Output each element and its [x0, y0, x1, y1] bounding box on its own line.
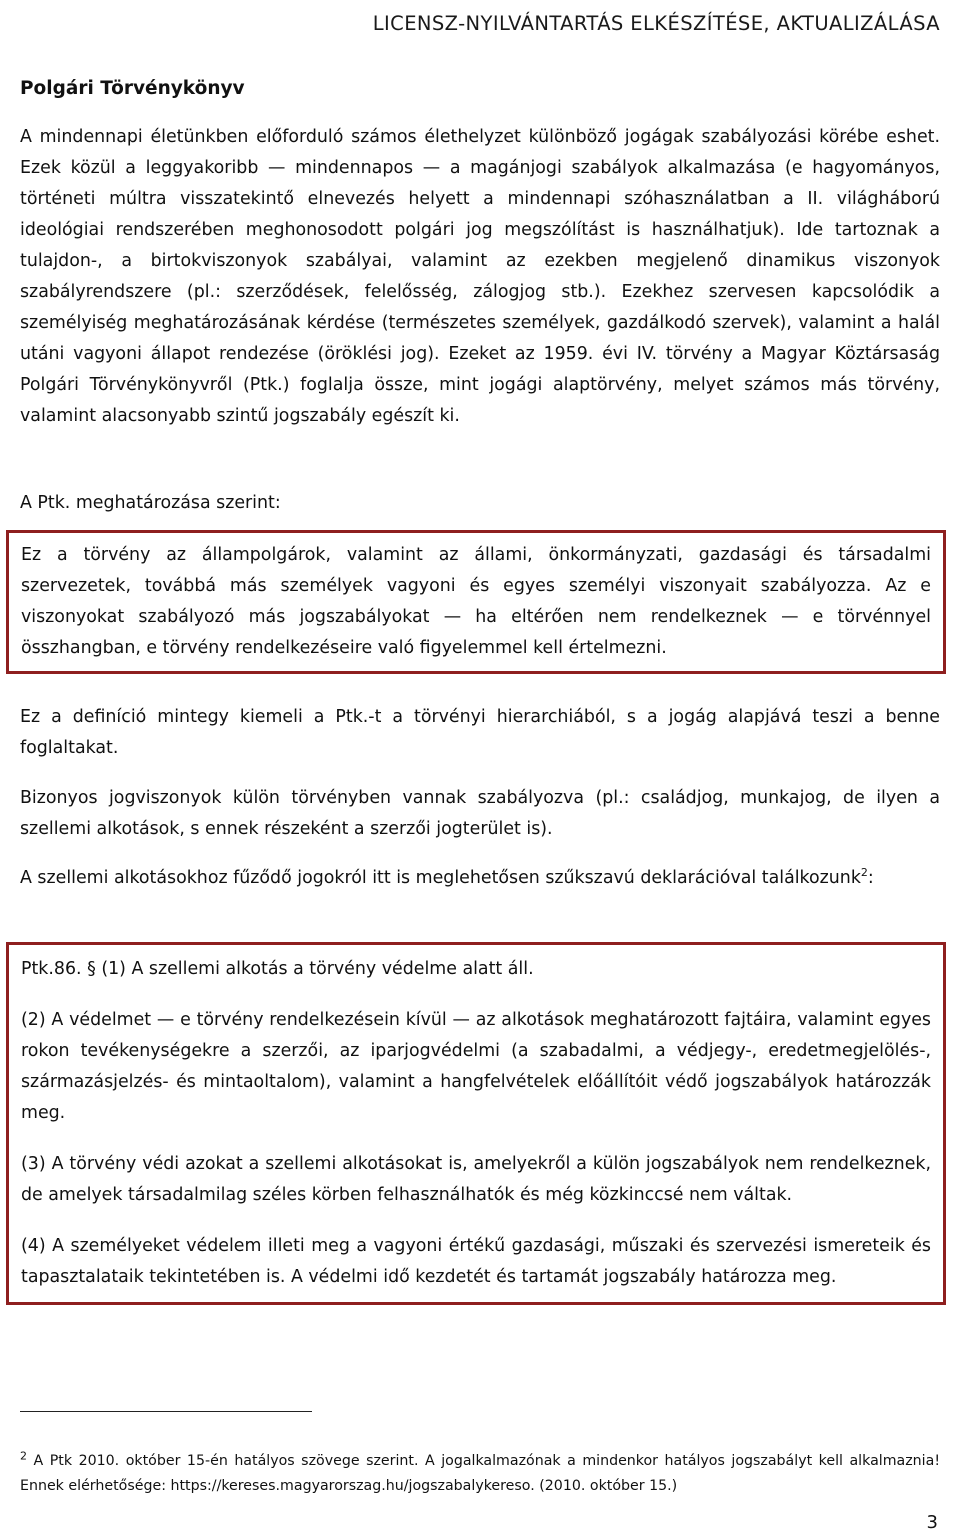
- footnote-separator: [20, 1411, 312, 1412]
- page-number: 3: [926, 1512, 938, 1533]
- definition-lead: A Ptk. meghatározása szerint:: [20, 493, 281, 513]
- special-laws-paragraph: Bizonyos jogviszonyok külön törvényben vannak szabályozva (pl.: családjog, munkajog, de ilyen a szellemi alkotások, s ennek részeként a szerzői jogterület is).: [20, 788, 940, 839]
- ptk-86-section-2: (2) A védelmet — e törvény rendelkezésein kívül — az alkotások meghatározott fajtáira, valamint egyes rokon tevékenységekre a szerzői, az iparjogvédelmi (a szabadalmi, a védjegy-, eredetmegjelölés-, származásjelzés- és mintaoltalom), valamint a hangfelvételek előállítóit védő jogszabályok határozzák meg.: [21, 1010, 931, 1123]
- hierarchy-paragraph: Ez a definíció mintegy kiemeli a Ptk.-t a törvényi hierarchiából, s a jogág alapjává teszi a benne foglaltakat.: [20, 707, 940, 758]
- ptk-definition-quote-box: [6, 530, 946, 674]
- intellectual-property-paragraph: [20, 863, 940, 894]
- footnote-marker: 2: [20, 1449, 27, 1463]
- ptk-86-section-1: Ptk.86. § (1) A szellemi alkotás a törvény védelme alatt áll.: [21, 959, 534, 979]
- running-header-title: LICENSZ-NYILVÁNTARTÁS ELKÉSZÍTÉSE, AKTUALIZÁLÁSA: [372, 12, 940, 35]
- ptk-86-section-3: (3) A törvény védi azokat a szellemi alkotásokat is, amelyekről a külön jogszabályok nem rendelkeznek, de amelyek társadalmilag széles körben felhasználhatók és még közkinccsé nem váltak.: [21, 1154, 931, 1205]
- intro-paragraph: A mindennapi életünkben előforduló számos élethelyzet különböző jogágak szabályozási körébe eshet. Ezek közül a leggyakoribb — mindennapos — a magánjogi szabályok alkalmazása (e hagyományos, történeti múltra visszatekintő elnevezés helyett a mindennapi szóhasználatban a II. világháború ideológiai rendszerében meghonosodott polgári jog megszólítást is használhatjuk). Ide tartoznak a tulajdon-, a birtokviszonyok szabályai, valamint az ezekben megjelenő dinamikus viszonyok szabályrendszere (pl.: szerződések, felelősség, zálogjog stb.). Ezekhez szervesen kapcsolódik a személyiség meghatározásának kérdése (természetes személyek, gazdálkodó szervek), valamint a halál utáni vagyoni állapot rendezése (öröklési jog). Ezeket az 1959. évi IV. törvény a Magyar Köztársaság Polgári Törvénykönyvről (Ptk.) foglalja össze, mint jogági alaptörvény, melyet számos más törvény, valamint alacsonyabb szintű jogszabály egészít ki.: [20, 127, 940, 426]
- footnote-reference[interactable]: 2: [860, 866, 868, 880]
- intellectual-property-colon: :: [867, 868, 874, 888]
- footnote-text: A Ptk 2010. október 15-én hatályos szövege szerint. A jogalkalmazónak a mindenkor hatályos jogszabályt kell alkalmaznia! Ennek elérhetősége: https://kereses.magyarorszag.hu/jogszabalykereso. (2010. október 15.): [20, 1453, 941, 1494]
- footnote: [20, 1449, 940, 1499]
- ptk-86-quote-box: [6, 942, 946, 1305]
- ptk-86-section-4: (4) A személyeket védelem illeti meg a vagyoni értékű gazdasági, műszaki és szervezési ismereteik és tapasztalataik tekintetében is. A védelmi idő kezdetét és tartamát jogszabály határozza meg.: [21, 1236, 931, 1287]
- section-heading: Polgári Törvénykönyv: [20, 78, 245, 99]
- intellectual-property-text: A szellemi alkotásokhoz fűződő jogokról itt is meglehetősen szűkszavú deklarációval találkozunk: [20, 868, 861, 888]
- ptk-definition-quote: Ez a törvény az állampolgárok, valamint az állami, önkormányzati, gazdasági és társadalmi szervezetek, továbbá más személyek vagyoni és egyes személyi viszonyait szabályozza. Az e viszonyokat szabályozó más jogszabályokat — ha eltérően nem rendelkeznek — e törvénnyel összhangban, e törvény rendelkezéseire való figyelemmel kell értelmezni.: [21, 545, 931, 658]
